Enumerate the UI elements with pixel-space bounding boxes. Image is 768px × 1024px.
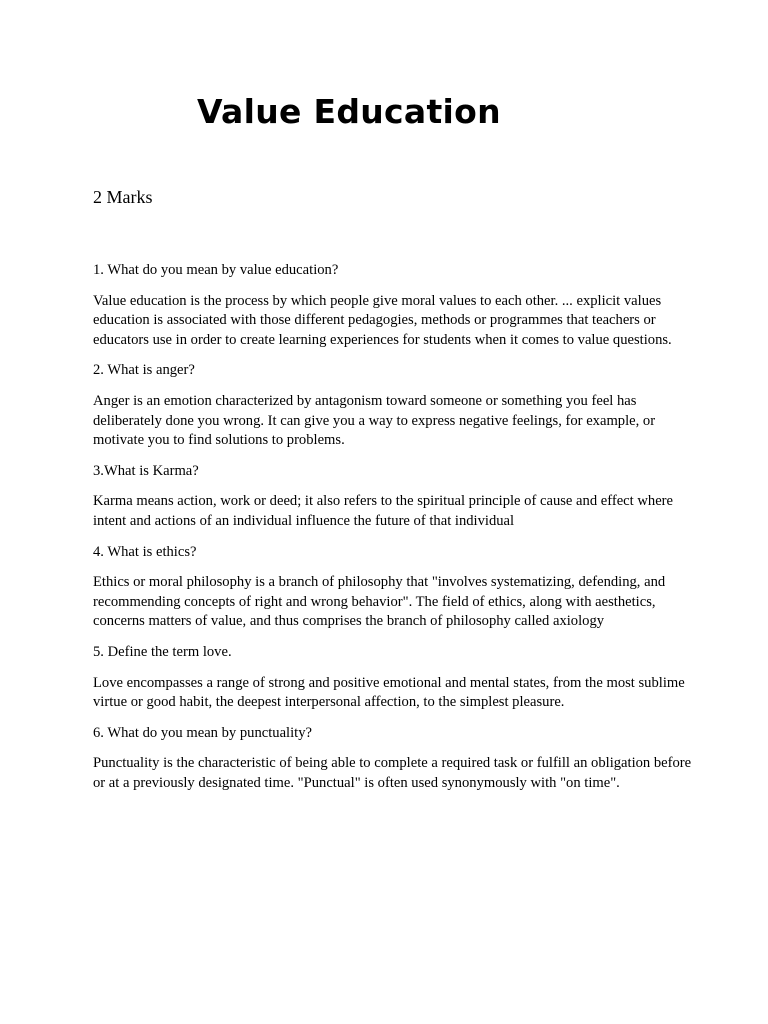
section-heading: 2 Marks (93, 187, 153, 207)
answer-3: Karma means action, work or deed; it also refers to the spiritual principle of cause and effect where intent and actions of an individual influence the future of that individual (93, 493, 674, 529)
answer-4: Ethics or moral philosophy is a branch of philosophy that "involves systematizing, defending, and recommending concepts of right and wrong behavior". The field of ethics, along with aesthetics, concerns matters of value, and thus comprises the branch of philosophy called axiology (93, 574, 666, 630)
question-6: 6. What do you mean by punctuality? (93, 724, 312, 741)
answer-2: Anger is an emotion characterized by antagonism toward someone or something you feel has deliberately done you wrong. It can give you a way to express negative feelings, for example, or motivate you to find solutions to problems. (93, 392, 656, 449)
question-2: 2. What is anger? (93, 362, 195, 379)
answer-1: Value education is the process by which people give moral values to each other. ... explicit values education is associated with those different pedagogies, methods or programmes that teachers or educators use in order to create learning experiences for students when it comes to value questions. (93, 292, 672, 348)
question-5: 5. Define the term love. (93, 643, 232, 660)
question-4: 4. What is ethics? (93, 543, 197, 560)
answer-5: Love encompasses a range of strong and positive emotional and mental states, from the most sublime virtue or good habit, the deepest interpersonal affection, to the simplest pleasure. (93, 674, 685, 711)
answer-6: Punctuality is the characteristic of being able to complete a required task or fulfill an obligation before or at a previously designated time. "Punctual" is often used synonymously with "on time". (93, 755, 692, 791)
qa-list (93, 261, 693, 804)
document-title: Value Education (197, 92, 501, 131)
question-1: 1. What do you mean by value education? (93, 262, 339, 278)
question-3: 3.What is Karma? (93, 462, 199, 479)
